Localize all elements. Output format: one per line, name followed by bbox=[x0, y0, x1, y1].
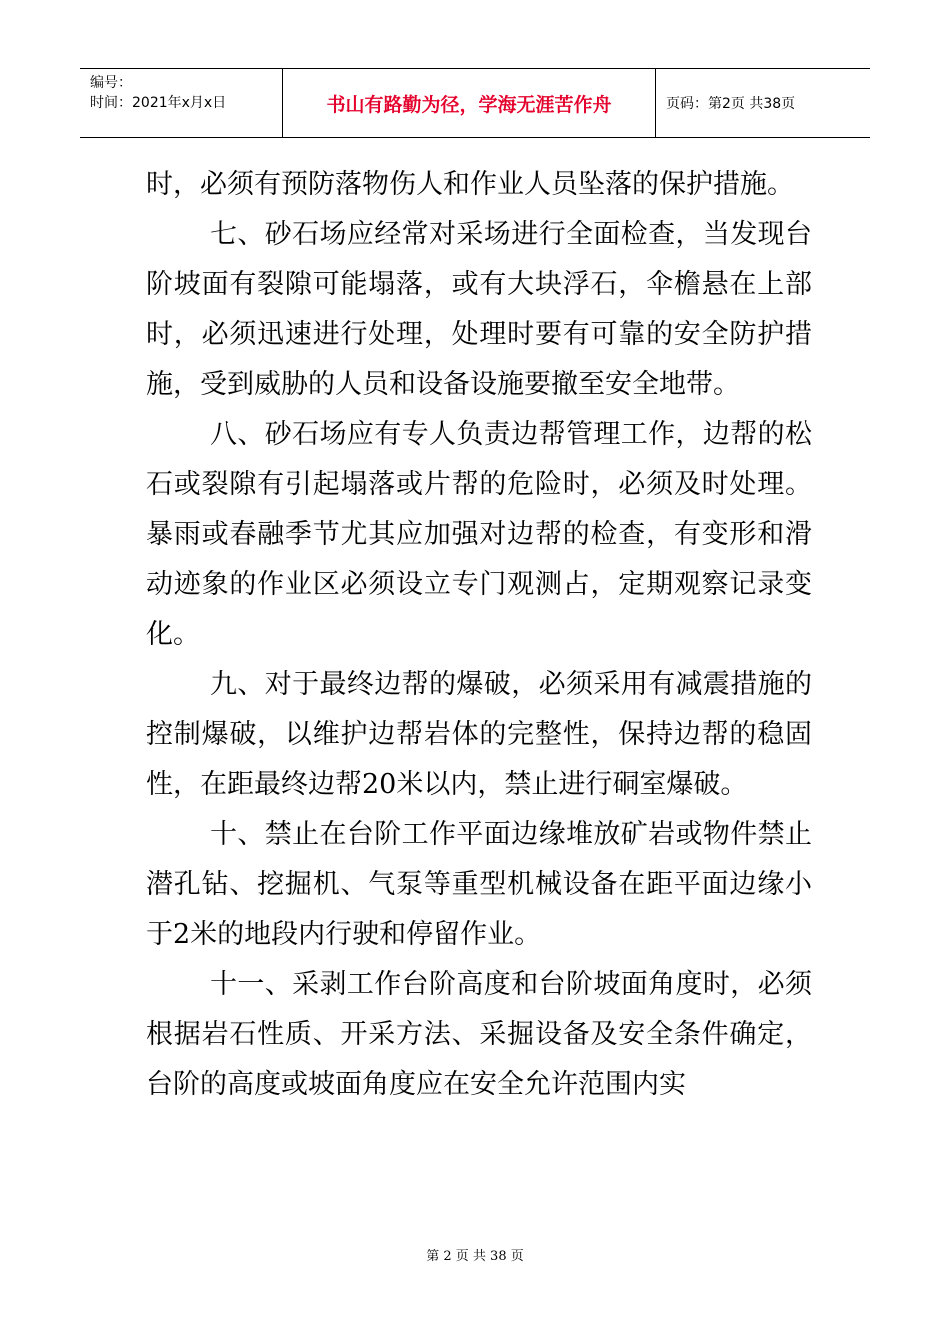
paragraph-9: 九、对于最终边帮的爆破，必须采用有减震措施的控制爆破，以维护边帮岩体的完整性，保持边帮的稳固性，在距最终边帮20米以内，禁止进行硐室爆破。 bbox=[146, 669, 812, 800]
paragraph-7: 七、砂石场应经常对采场进行全面检查，当发现台阶坡面有裂隙可能塌落，或有大块浮石，伞檐悬在上部时，必须迅速进行处理，处理时要有可靠的安全防护措施，受到威胁的人员和设备设施要撤至安全地带。 bbox=[146, 219, 812, 400]
document-number-label: 编号： bbox=[90, 75, 132, 91]
paragraph-continuation: 时，必须有预防落物伤人和作业人员坠落的保护措施。 bbox=[146, 169, 794, 200]
document-time-label: 时间：2021年x月x日 bbox=[90, 95, 227, 111]
header-meta bbox=[80, 69, 283, 137]
paragraph-8: 八、砂石场应有专人负责边帮管理工作，边帮的松石或裂隙有引起塌落或片帮的危险时，必须及时处理。暴雨或春融季节尤其应加强对边帮的检查，有变形和滑动迹象的作业区必须设立专门观测占，定期观察记录变化。 bbox=[146, 419, 812, 650]
paragraph-11: 十一、采剥工作台阶高度和台阶坡面角度时，必须根据岩石性质、开采方法、采掘设备及安全条件确定，台阶的高度或坡面角度应在安全允许范围内实 bbox=[146, 969, 812, 1100]
page-footer: 第 2 页 共 38 页 bbox=[426, 1249, 524, 1264]
document-body bbox=[146, 160, 812, 1110]
header-page-info: 页码：第2页 共38页 bbox=[666, 96, 796, 112]
paragraph-10: 十、禁止在台阶工作平面边缘堆放矿岩或物件禁止潜孔钻、挖掘机、气泵等重型机械设备在距平面边缘小于2米的地段内行驶和停留作业。 bbox=[146, 819, 812, 950]
header-motto: 书山有路勤为径，学海无涯苦作舟 bbox=[283, 69, 656, 137]
page-header bbox=[80, 68, 870, 138]
